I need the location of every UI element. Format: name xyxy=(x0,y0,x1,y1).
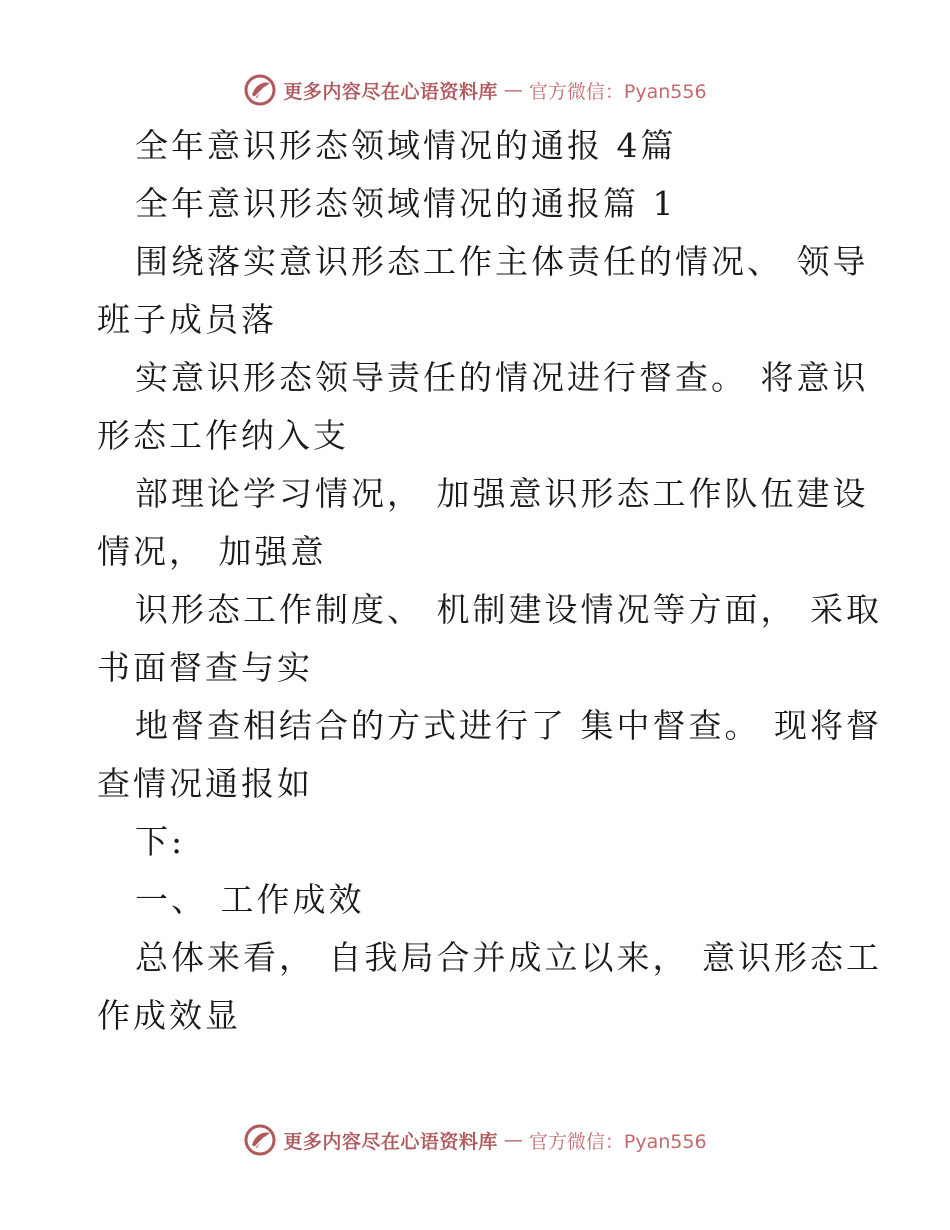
paragraph-line: 识形态工作制度、 机制建设情况等方面， 采取 xyxy=(135,590,882,629)
watermark-text: 更多内容尽在心语资料库 xyxy=(283,80,498,103)
header-watermark xyxy=(0,70,950,110)
watermark-text: 更多内容尽在心语资料库 xyxy=(283,1130,498,1153)
paragraph-line: 班子成员落 xyxy=(97,300,277,339)
document-title: 全年意识形态领域情况的通报 4篇 xyxy=(135,126,677,165)
paragraph-line: 书面督查与实 xyxy=(97,648,313,687)
paragraph-line: 部理论学习情况， 加强意识形态工作队伍建设 xyxy=(135,474,869,513)
watermark-separator: — xyxy=(503,79,523,101)
logo-icon xyxy=(243,1123,277,1157)
section-heading: 一、 工作成效 xyxy=(135,880,365,919)
footer-watermark xyxy=(0,1120,950,1160)
paragraph-line: 下: xyxy=(135,822,186,861)
watermark-contact: 官方微信：Pyan556 xyxy=(528,1130,707,1153)
paragraph-line: 实意识形态领导责任的情况进行督查。 将意识 xyxy=(135,358,869,397)
paragraph-line: 情况， 加强意 xyxy=(97,532,327,571)
watermark-contact: 官方微信：Pyan556 xyxy=(528,80,707,103)
paragraph-line: 总体来看， 自我局合并成立以来， 意识形态工 xyxy=(135,938,882,977)
paragraph-line: 作成效显 xyxy=(97,996,241,1035)
paragraph-line: 地督查相结合的方式进行了 集中督查。 现将督 xyxy=(135,706,882,745)
paragraph-line: 形态工作纳入支 xyxy=(97,416,349,455)
paragraph-line: 查情况通报如 xyxy=(97,764,313,803)
logo-icon xyxy=(243,73,277,107)
document-subtitle: 全年意识形态领域情况的通报篇 1 xyxy=(135,184,677,223)
watermark-separator: — xyxy=(503,1129,523,1151)
paragraph-line: 围绕落实意识形态工作主体责任的情况、 领导 xyxy=(135,242,869,281)
